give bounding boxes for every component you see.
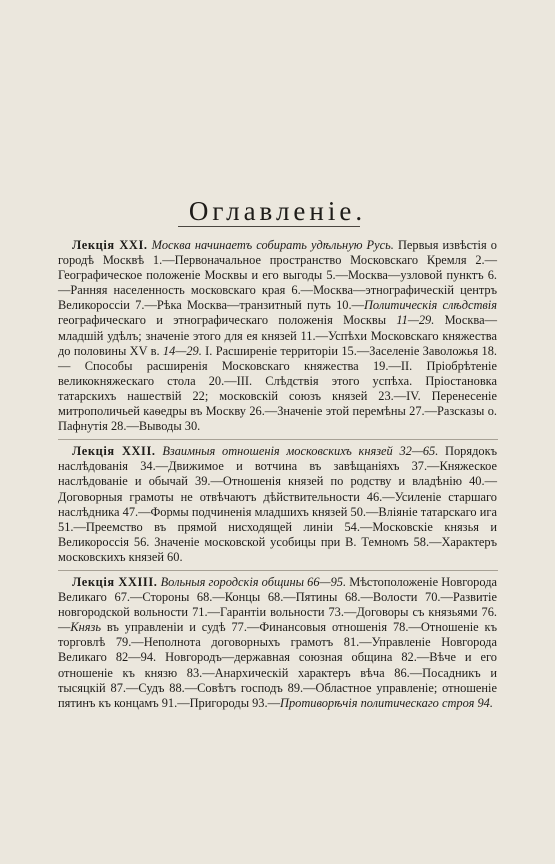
lecture-italic: 14—29. [162, 343, 202, 358]
title-underline [178, 226, 360, 227]
lecture-italic: 11—29. [396, 313, 435, 328]
lecture-text: I. Расширеніе территоріи 15.—Заселеніе Заволожья 18. — Способы расширенія Московскаго княжества 19.—II. Пріобрѣтеніе великокняжескаго стола 20.—III. Слѣдствія этого успѣха. Пріостановка татарскихъ нашествій 22; московскій союзъ князей 23.—IV. Перенесеніе митрополичьей каѳедры въ Москву 26.—Значеніе этой перемѣны 27.—Разсказы о. Пафнутія 28.—Выводы 30. [58, 343, 497, 434]
lecture-entry-xxi [58, 238, 497, 434]
lecture-heading: Лекція XXII. [72, 444, 156, 459]
lecture-italic: Князь [70, 620, 101, 635]
lecture-text: Москва—младшій удѣлъ; значеніе этого для ея князей 11.—Успѣхи Московскаго княжества до половины XV в. [58, 313, 497, 358]
lecture-theme: Вольныя городскія общины 66—95. [160, 574, 347, 589]
lecture-theme: Москва начинаетъ собирать удѣльную Русь. [151, 238, 394, 252]
lecture-text: Порядокъ наслѣдованія 34.—Движимое и вотчина въ завѣщаніяхъ 37.—Княжеское наслѣдованіе и обычай 39.—Отношенія князей по родству и владѣнію 40.—Договорныя грамоты не отвѣчаютъ дѣйствительности 46.—Усиленіе старшаго наслѣдника 47.—Формы подчиненія младшихъ князей 50.—Вліяніе татарскаго ига 51.—Преемство въ прямой нисходящей линіи 54.—Московскіе князья и Великороссія 56. Значеніе московской усобицы при В. Темномъ 58.—Характеръ московскихъ князей 60. [58, 444, 497, 564]
lecture-entry-xxiii [58, 575, 497, 711]
page-title: Оглавленіе. [188, 196, 367, 226]
lecture-theme: Взаимныя отношенія московскихъ князей 32—65. [162, 444, 439, 459]
lecture-text: Мѣстоположеніе Новгорода Великаго 67.—Стороны 68.—Концы 68.—Пятины 68.—Волости 70.—Развитіе новгородской вольности 71.—Гарантіи вольности 73.—Договоры съ князьями 76.— [58, 574, 498, 635]
lecture-entry-xxii [58, 444, 497, 565]
entry-divider [58, 570, 498, 571]
lecture-italic: Политическія слѣдствія [363, 298, 497, 313]
lecture-italic: Противорѣчія политическаго строя 94. [280, 695, 493, 710]
lecture-text: въ управленіи и судѣ 77.—Финансовыя отношенія 78.—Отношеніе къ торговлѣ 79.—Неполнота договорныхъ грамотъ 81.—Управленіе Новгорода Великаго 82—94. Новгородъ—державная союзная община 82.—Вѣче и его отношеніе къ князю 83.—Анархическій характеръ вѣча 86.—Посадникъ и тысяцкій 87.—Судъ 88.—Совѣтъ господъ 89.—Областное управленіе; отношеніе пятинъ къ концамъ 91.—Пригороды 93.— [58, 620, 497, 710]
lecture-heading: Лекція XXI. [72, 238, 148, 252]
table-of-contents [58, 238, 497, 716]
lecture-text: Первыя извѣстія о городѣ Москвѣ 1.—Первоначальное пространство Московскаго Кремля 2.—Географическое положеніе Москвы и его выгоды 5.—Москва—узловой пунктъ 6.—Ранняя населенность московскаго края 6.—Москва—этнографическій центръ Великороссіи 7.—Рѣка Москва—транзитный путь 10.— [58, 238, 497, 313]
lecture-heading: Лекція XXIII. [72, 574, 158, 589]
lecture-text: географическаго и этнографическаго положенія Москвы [58, 313, 397, 328]
entry-divider [58, 439, 498, 440]
